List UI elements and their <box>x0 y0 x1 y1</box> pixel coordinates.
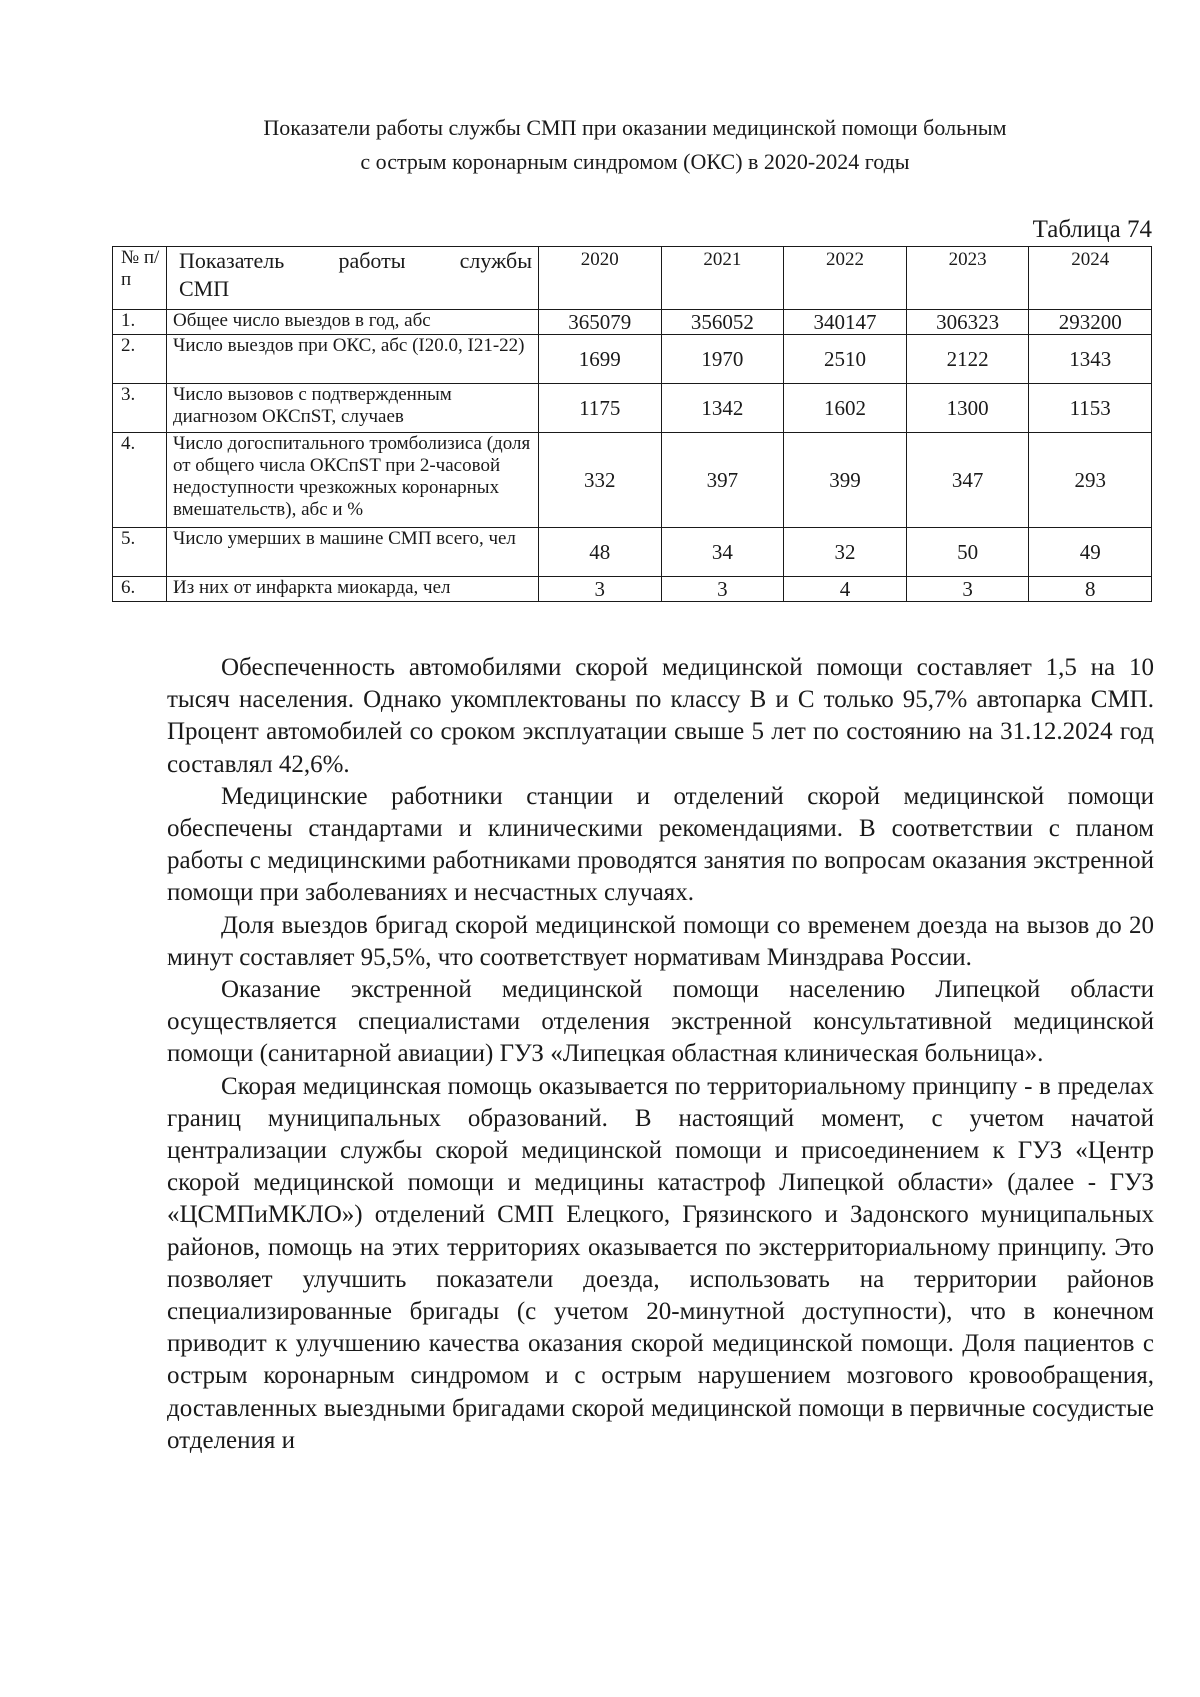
row-value: 399 <box>784 433 907 528</box>
paragraph: Доля выездов бригад скорой медицинской помощи со временем доезда на вызов до 20 минут составляет 95,5%, что соответствует нормативам Минздрава России. <box>167 911 1154 971</box>
indicators-table <box>112 246 1152 602</box>
row-number: 1. <box>113 310 167 335</box>
row-value: 48 <box>539 528 662 577</box>
table-row <box>113 335 1152 384</box>
row-indicator: Число умерших в машине СМП всего, чел <box>167 528 539 577</box>
paragraph: Медицинские работники станции и отделений скорой медицинской помощи обеспечены стандартами и клиническими рекомендациями. В соответствии с планом работы с медицинскими работниками проводятся занятия по вопросам оказания экстренной помощи при заболеваниях и несчастных случаях. <box>167 782 1154 907</box>
row-value: 332 <box>539 433 662 528</box>
row-value: 32 <box>784 528 907 577</box>
row-indicator: Число выездов при ОКС, абс (I20.0, I21-22) <box>167 335 539 384</box>
row-number: 6. <box>113 577 167 602</box>
table-row <box>113 310 1152 335</box>
row-value: 8 <box>1029 577 1152 602</box>
header-indicator-line1: Показатель работы службы <box>179 248 532 273</box>
row-value: 49 <box>1029 528 1152 577</box>
row-value: 3 <box>661 577 784 602</box>
row-indicator: Общее число выездов в год, абс <box>167 310 539 335</box>
table-row <box>113 433 1152 528</box>
row-value: 2510 <box>784 335 907 384</box>
row-number: 5. <box>113 528 167 577</box>
table-row <box>113 577 1152 602</box>
table-row <box>113 528 1152 577</box>
row-value: 1602 <box>784 384 907 433</box>
body-text <box>167 652 1154 1457</box>
row-indicator: Число вызовов с подтвержденным диагнозом ОКСпST, случаев <box>167 384 539 433</box>
header-num: № п/п <box>113 247 167 310</box>
row-value: 1343 <box>1029 335 1152 384</box>
row-value: 3 <box>906 577 1029 602</box>
header-year: 2020 <box>539 247 662 310</box>
paragraph: Скорая медицинская помощь оказывается по территориальному принципу - в пределах границ муниципальных образований. В настоящий момент, с учетом начатой централизации службы скорой медицинской помощи и присоединением к ГУЗ «Центр скорой медицинской помощи и медицины катастроф Липецкой области» (далее - ГУЗ «ЦСМПиМКЛО») отделений СМП Елецкого, Грязинского и Задонского муниципальных районов, помощь на этих территориях оказывается по экстерриториальному принципу. Это позволяет улучшить показатели доезда, использовать на территории районов специализированные бригады (с учетом 20-минутной доступности), что в конечном приводит к улучшению качества оказания скорой медицинской помощи. Доля пациентов с острым коронарным синдромом и с острым нарушением мозгового кровообращения, доставленных выездными бригадами скорой медицинской помощи в первичные сосудистые отделения и <box>167 1072 1154 1454</box>
row-value: 1342 <box>661 384 784 433</box>
row-value: 340147 <box>784 310 907 335</box>
row-value: 1175 <box>539 384 662 433</box>
row-number: 2. <box>113 335 167 384</box>
row-value: 293 <box>1029 433 1152 528</box>
row-value: 4 <box>784 577 907 602</box>
header-indicator <box>167 247 539 310</box>
row-value: 2122 <box>906 335 1029 384</box>
row-value: 347 <box>906 433 1029 528</box>
row-indicator: Число догоспитального тромболизиса (доля от общего числа ОКСпST при 2-часовой недоступности чрезкожных коронарных вмешательств), абс и % <box>167 433 539 528</box>
paragraph: Обеспеченность автомобилями скорой медицинской помощи составляет 1,5 на 10 тысяч населения. Однако укомплектованы по классу В и С только 95,7% автопарка СМП. Процент автомобилей со сроком эксплуатации свыше 5 лет по состоянию на 31.12.2024 год составлял 42,6%. <box>167 654 1154 778</box>
header-year: 2021 <box>661 247 784 310</box>
row-value: 3 <box>539 577 662 602</box>
row-value: 293200 <box>1029 310 1152 335</box>
row-value: 1300 <box>906 384 1029 433</box>
table-header-row <box>113 247 1152 310</box>
header-year: 2024 <box>1029 247 1152 310</box>
row-value: 34 <box>661 528 784 577</box>
row-value: 397 <box>661 433 784 528</box>
table-number: Таблица 74 <box>1032 216 1152 243</box>
row-value: 1970 <box>661 335 784 384</box>
header-indicator-line2: СМП <box>179 276 230 301</box>
row-value: 356052 <box>661 310 784 335</box>
document-subtitle: с острым коронарным синдромом (ОКС) в 2020-2024 годы <box>360 149 910 174</box>
row-number: 4. <box>113 433 167 528</box>
paragraph: Оказание экстренной медицинской помощи населению Липецкой области осуществляется специалистами отделения экстренной консультативной медицинской помощи (санитарной авиации) ГУЗ «Липецкая областная клиническая больница». <box>167 976 1154 1068</box>
row-value: 1153 <box>1029 384 1152 433</box>
row-value: 1699 <box>539 335 662 384</box>
header-year: 2023 <box>906 247 1029 310</box>
table-row <box>113 384 1152 433</box>
row-indicator: Из них от инфаркта миокарда, чел <box>167 577 539 602</box>
document-title: Показатели работы службы СМП при оказании медицинской помощи больным <box>263 115 1007 140</box>
row-number: 3. <box>113 384 167 433</box>
row-value: 50 <box>906 528 1029 577</box>
row-value: 306323 <box>906 310 1029 335</box>
row-value: 365079 <box>539 310 662 335</box>
header-year: 2022 <box>784 247 907 310</box>
